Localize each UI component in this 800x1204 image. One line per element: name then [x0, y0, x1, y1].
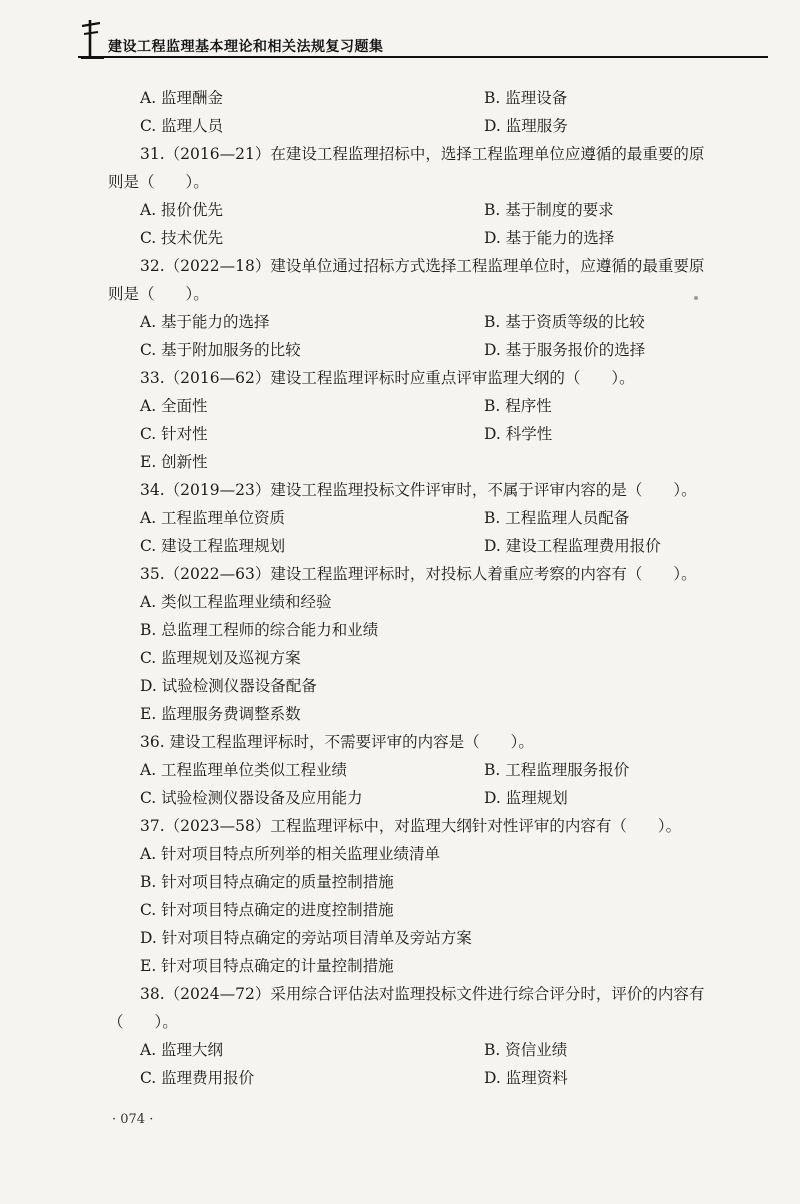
option: D. 监理服务 — [484, 117, 568, 135]
option: A. 全面性 — [140, 397, 208, 415]
option: C. 针对性 — [140, 425, 208, 443]
option-row — [108, 308, 718, 336]
question-stem-continued: 则是（ ）。 — [108, 173, 209, 191]
header-rule — [78, 56, 768, 58]
option: A. 监理大纲 — [140, 1041, 224, 1059]
option-row — [108, 392, 718, 420]
question-stem: 33.（2016—62）建设工程监理评标时应重点评审监理大纲的（ ）。 — [140, 369, 635, 387]
option: C. 试验检测仪器设备及应用能力 — [140, 789, 363, 807]
signpost-logo-icon — [78, 16, 108, 60]
question-stem: 37.（2023—58）工程监理评标中，对监理大纲针对性评审的内容有（ ）。 — [140, 817, 682, 835]
option: C. 针对项目特点确定的进度控制措施 — [140, 901, 394, 919]
option: C. 监理费用报价 — [140, 1069, 255, 1087]
question-stem: 35.（2022—63）建设工程监理评标时，对投标人着重应考察的内容有（ ）。 — [140, 565, 697, 583]
option: B. 工程监理人员配备 — [484, 509, 630, 527]
page-number: · 074 · — [112, 1112, 154, 1127]
question-stem: 34.（2019—23）建设工程监理投标文件评审时，不属于评审内容的是（ ）。 — [140, 481, 697, 499]
option: B. 基于资质等级的比较 — [484, 313, 645, 331]
running-header — [78, 14, 768, 62]
option: A. 工程监理单位类似工程业绩 — [140, 761, 348, 779]
option: A. 工程监理单位资质 — [140, 509, 286, 527]
option: B. 针对项目特点确定的质量控制措施 — [140, 873, 394, 891]
option: A. 针对项目特点所列举的相关监理业绩清单 — [140, 845, 441, 863]
option: D. 基于服务报价的选择 — [484, 341, 646, 359]
option: B. 基于制度的要求 — [484, 201, 614, 219]
option: C. 监理人员 — [140, 117, 224, 135]
book-title: 建设工程监理基本理论和相关法规复习题集 — [108, 39, 384, 55]
option: B. 程序性 — [484, 397, 552, 415]
option: A. 监理酬金 — [140, 89, 224, 107]
option: E. 监理服务费调整系数 — [140, 705, 301, 723]
option: A. 类似工程监理业绩和经验 — [140, 593, 332, 611]
question-stem: 38.（2024—72）采用综合评估法对监理投标文件进行综合评分时，评价的内容有 — [140, 985, 705, 1003]
option: D. 监理规划 — [484, 789, 568, 807]
question-stem: 36. 建设工程监理评标时，不需要评审的内容是（ ）。 — [140, 733, 534, 751]
option: B. 监理设备 — [484, 89, 568, 107]
option: E. 创新性 — [140, 453, 208, 471]
option-row — [108, 1064, 718, 1092]
question-stem: 32.（2022—18）建设单位通过招标方式选择工程监理单位时，应遵循的最重要原 — [140, 257, 705, 275]
option: D. 建设工程监理费用报价 — [484, 537, 661, 555]
option-row — [108, 784, 718, 812]
option: D. 监理资料 — [484, 1069, 568, 1087]
option-row — [108, 224, 718, 252]
option-row — [108, 756, 718, 784]
option: B. 总监理工程师的综合能力和业绩 — [140, 621, 379, 639]
option: B. 资信业绩 — [484, 1041, 568, 1059]
option: C. 监理规划及巡视方案 — [140, 649, 301, 667]
option: E. 针对项目特点确定的计量控制措施 — [140, 957, 394, 975]
question-stem-continued: 则是（ ）。 — [108, 285, 209, 303]
option: D. 科学性 — [484, 425, 553, 443]
option: C. 基于附加服务的比较 — [140, 341, 301, 359]
option: C. 建设工程监理规划 — [140, 537, 286, 555]
option: A. 报价优先 — [140, 201, 224, 219]
question-stem-continued: （ ）。 — [108, 1013, 178, 1031]
option-row — [108, 1036, 718, 1064]
option-row — [108, 336, 718, 364]
option-row — [108, 196, 718, 224]
option: D. 针对项目特点确定的旁站项目清单及旁站方案 — [140, 929, 472, 947]
question-stem: 31.（2016—21）在建设工程监理招标中，选择工程监理单位应遵循的最重要的原 — [140, 145, 705, 163]
option: A. 基于能力的选择 — [140, 313, 270, 331]
option-row — [108, 532, 718, 560]
option: D. 基于能力的选择 — [484, 229, 615, 247]
option-row — [108, 84, 718, 112]
option: D. 试验检测仪器设备配备 — [140, 677, 317, 695]
question-list — [108, 84, 718, 1092]
option-row — [108, 504, 718, 532]
option-row — [108, 420, 718, 448]
option: B. 工程监理服务报价 — [484, 761, 630, 779]
option: C. 技术优先 — [140, 229, 224, 247]
option-row — [108, 112, 718, 140]
